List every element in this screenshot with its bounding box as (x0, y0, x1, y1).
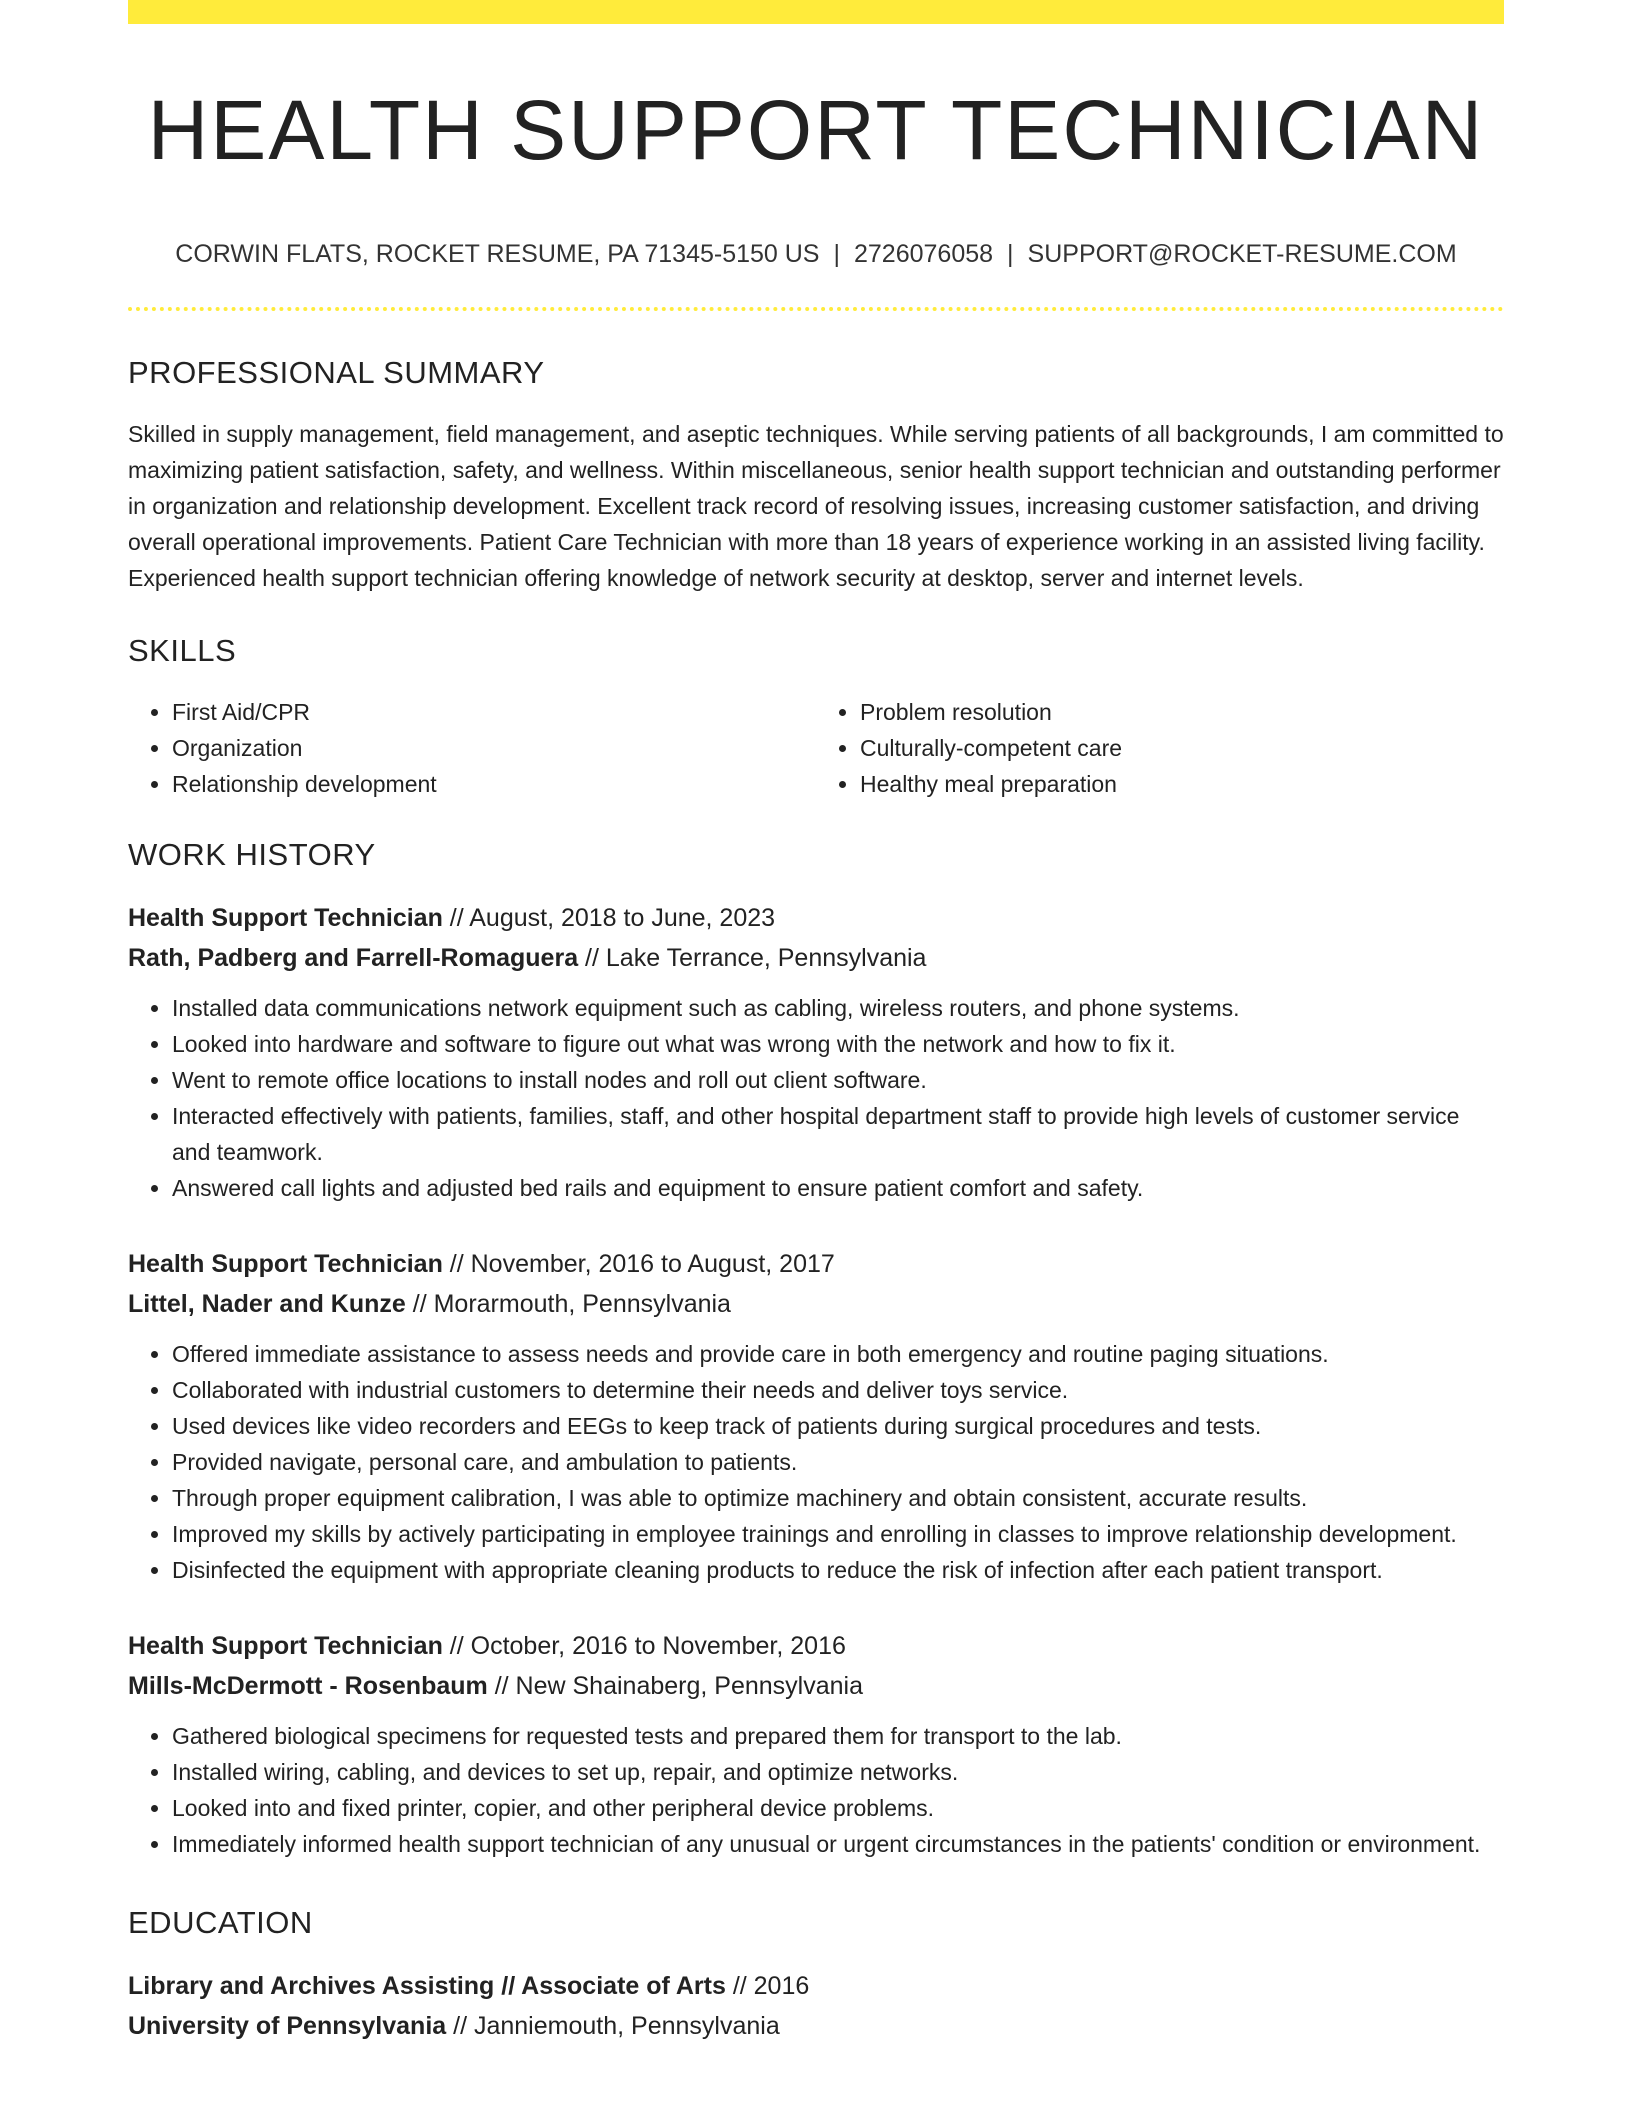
skill-item: • First Aid/CPR (172, 694, 816, 730)
contact-phone[interactable]: 2726076058 (854, 240, 994, 268)
job-bullet: • Through proper equipment calibration, I was able to optimize machinery and obtain consistent, accurate results. (172, 1480, 1504, 1516)
education-location: // Janniemouth, Pennsylvania (446, 2012, 780, 2040)
education-section (128, 1900, 1504, 2046)
education-school-line (128, 2006, 1504, 2046)
job-location: // Morarmouth, Pennsylvania (405, 1290, 731, 1318)
skill-item: • Problem resolution (860, 694, 1504, 730)
job-title-line (128, 1244, 1504, 1284)
contact-line (128, 236, 1504, 272)
contact-address: CORWIN FLATS, ROCKET RESUME, PA 71345-5150 US (175, 240, 820, 268)
job-bullets (128, 990, 1504, 1206)
job-bullets (128, 1336, 1504, 1588)
contact-separator: | (833, 240, 840, 268)
skills-column-right (816, 694, 1504, 802)
summary-text: Skilled in supply management, field management, and aseptic techniques. While serving patients of all backgrounds, I am committed to maximizing patient satisfaction, safety, and wellness. Within miscellaneous, senior health support technician and outstanding performer in organization and relationship development. Excellent track record of resolving issues, increasing customer satisfaction, and driving overall operational improvements. Patient Care Technician with more than 18 years of experience working in an assisted living facility. Experienced health support technician offering knowledge of network security at desktop, server and internet levels. (128, 421, 1504, 591)
job-title: Health Support Technician (128, 1632, 443, 1660)
job-entry (128, 1626, 1504, 1862)
contact-email[interactable]: SUPPORT@ROCKET-RESUME.COM (1027, 240, 1457, 268)
job-bullet: • Answered call lights and adjusted bed rails and equipment to ensure patient comfort and safety. (172, 1170, 1504, 1206)
job-bullet: • Looked into hardware and software to figure out what was wrong with the network and how to fix it. (172, 1026, 1504, 1062)
skill-item: • Healthy meal preparation (860, 766, 1504, 802)
skill-item: • Culturally-competent care (860, 730, 1504, 766)
job-dates: // August, 2018 to June, 2023 (442, 904, 776, 932)
job-bullet: • Gathered biological specimens for requested tests and prepared them for transport to the lab. (172, 1718, 1504, 1754)
job-bullet: • Collaborated with industrial customers to determine their needs and deliver toys service. (172, 1372, 1504, 1408)
resume-content (128, 350, 1504, 2046)
job-bullet: • Used devices like video recorders and EEGs to keep track of patients during surgical procedures and tests. (172, 1408, 1504, 1444)
job-dates: // November, 2016 to August, 2017 (442, 1250, 835, 1278)
resume-title: HEALTH SUPPORT TECHNICIAN (147, 83, 1485, 177)
summary-section (128, 350, 1504, 596)
job-dates: // October, 2016 to November, 2016 (442, 1632, 846, 1660)
accent-bar (128, 0, 1504, 24)
job-bullet: • Improved my skills by actively participating in employee trainings and enrolling in classes to improve relationship development. (172, 1516, 1504, 1552)
job-bullet: • Installed data communications network equipment such as cabling, wireless routers, and phone systems. (172, 990, 1504, 1026)
job-title: Health Support Technician (128, 904, 443, 932)
job-location: // Lake Terrance, Pennsylvania (578, 944, 927, 972)
job-entry (128, 898, 1504, 1206)
job-entry (128, 1244, 1504, 1588)
work-history-section (128, 832, 1504, 1862)
job-bullet: • Interacted effectively with patients, families, staff, and other hospital department staff to provide high levels of customer service and teamwork. (172, 1098, 1504, 1170)
education-year: // 2016 (725, 1972, 810, 2000)
job-company-line (128, 938, 1504, 978)
work-history-heading: WORK HISTORY (128, 837, 376, 872)
job-location: // New Shainaberg, Pennsylvania (487, 1672, 863, 1700)
education-degree-line (128, 1966, 1504, 2006)
job-company: Littel, Nader and Kunze (128, 1290, 406, 1318)
job-bullet: • Offered immediate assistance to assess needs and provide care in both emergency and routine paging situations. (172, 1336, 1504, 1372)
job-bullets (128, 1718, 1504, 1862)
education-heading: EDUCATION (128, 1905, 313, 1940)
dotted-divider (128, 307, 1504, 311)
education-school: University of Pennsylvania (128, 2012, 447, 2040)
contact-separator: | (1007, 240, 1014, 268)
job-company: Rath, Padberg and Farrell-Romaguera (128, 944, 579, 972)
job-company: Mills-McDermott - Rosenbaum (128, 1672, 488, 1700)
skills-list (128, 694, 1504, 802)
job-company-line (128, 1666, 1504, 1706)
job-bullet: • Went to remote office locations to install nodes and roll out client software. (172, 1062, 1504, 1098)
job-company-line (128, 1284, 1504, 1324)
job-bullet: • Provided navigate, personal care, and ambulation to patients. (172, 1444, 1504, 1480)
job-bullet: • Looked into and fixed printer, copier, and other peripheral device problems. (172, 1790, 1504, 1826)
summary-heading: PROFESSIONAL SUMMARY (128, 355, 545, 390)
job-title: Health Support Technician (128, 1250, 443, 1278)
education-degree: Library and Archives Assisting // Associate of Arts (128, 1972, 726, 2000)
skill-item: • Organization (172, 730, 816, 766)
job-title-line (128, 898, 1504, 938)
job-bullet: • Immediately informed health support technician of any unusual or urgent circumstances in the patients' condition or environment. (172, 1826, 1504, 1862)
skill-item: • Relationship development (172, 766, 816, 802)
skills-column-left (128, 694, 816, 802)
skills-heading: SKILLS (128, 633, 237, 668)
job-bullet: • Installed wiring, cabling, and devices to set up, repair, and optimize networks. (172, 1754, 1504, 1790)
job-bullet: • Disinfected the equipment with appropriate cleaning products to reduce the risk of infection after each patient transport. (172, 1552, 1504, 1588)
job-title-line (128, 1626, 1504, 1666)
skills-section (128, 628, 1504, 802)
